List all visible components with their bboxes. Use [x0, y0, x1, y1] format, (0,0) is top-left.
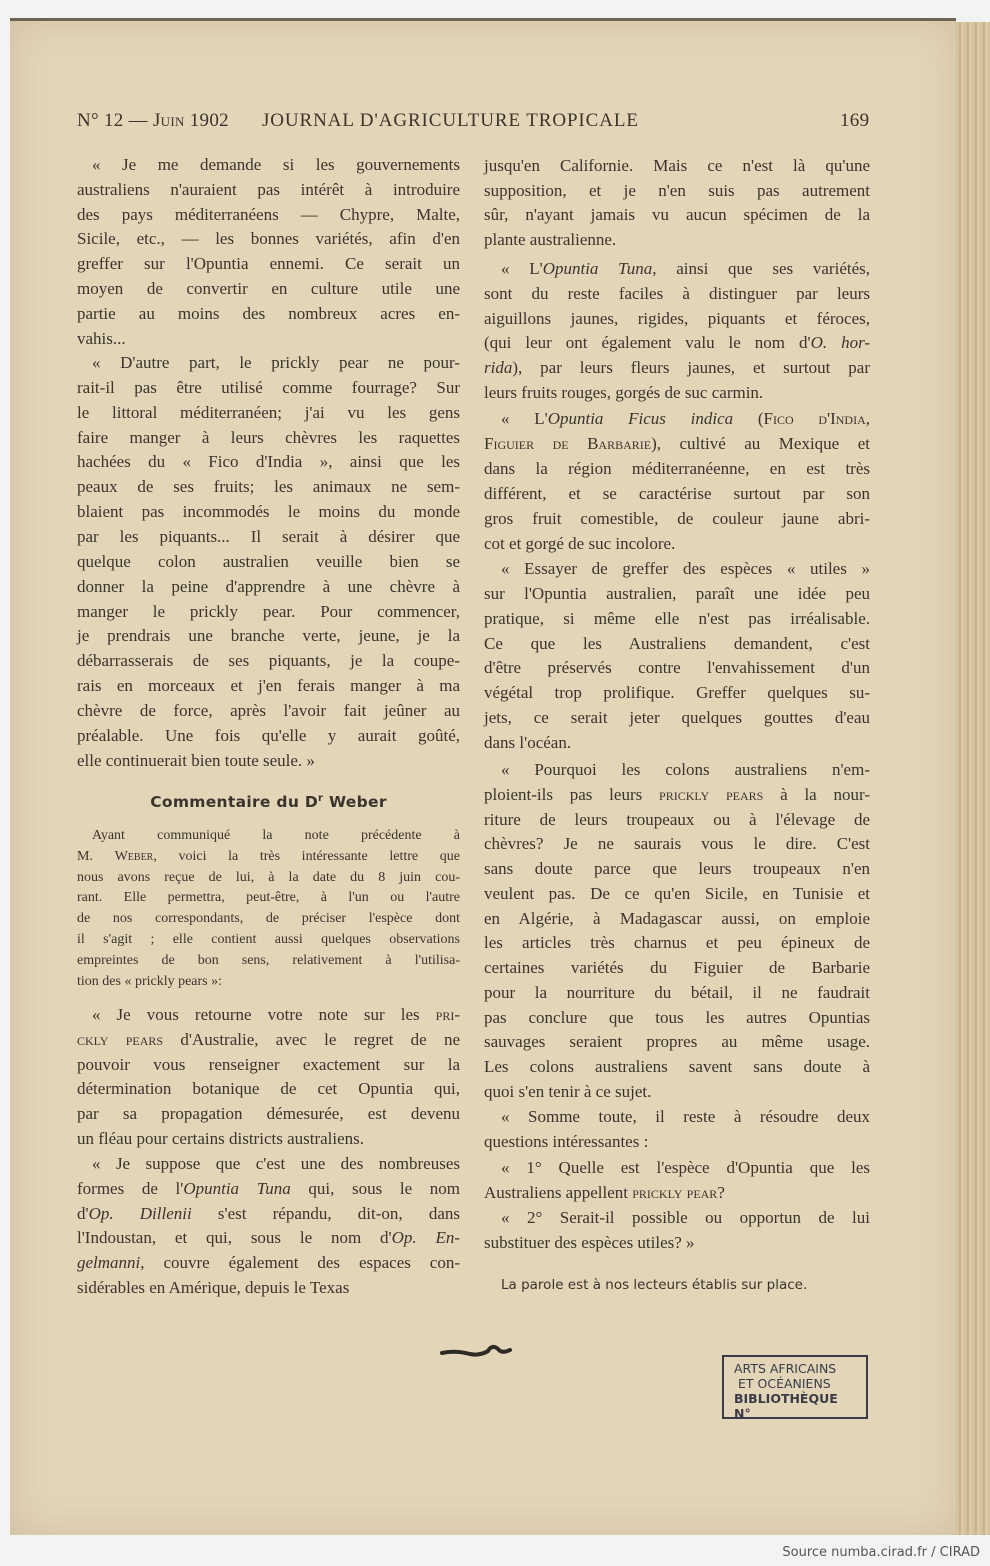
- text-line: [77, 626, 460, 648]
- text-segment: sur l'Opuntia australien, paraît une idée peu: [484, 583, 870, 603]
- text-segment: « Je vous retourne votre note sur les: [92, 1005, 436, 1024]
- issue-label: N° 12 — Juin 1902: [77, 110, 229, 131]
- text-segment: dans l'océan.: [484, 732, 572, 752]
- text-line: [484, 1132, 870, 1154]
- text-line: [484, 884, 870, 906]
- text-segment: quoi s'en tenir à ce sujet.: [484, 1082, 652, 1101]
- stamp-line: N°: [734, 1406, 751, 1421]
- text-line: [484, 181, 870, 203]
- heading-name: Weber: [323, 793, 387, 812]
- text-line: [484, 810, 870, 832]
- text-line: [484, 634, 870, 656]
- text-segment: peaux de ses fruits; les animaux ne sem-: [77, 477, 460, 497]
- text-segment: greffer sur l'Opuntia ennemi. Ce serait un: [77, 254, 460, 274]
- text-line: [501, 1208, 870, 1230]
- text-segment: Fico d'India,: [763, 409, 870, 428]
- text-line: [484, 284, 870, 306]
- text-segment: , couvre également des espaces con-: [140, 1253, 460, 1273]
- text-line: [77, 602, 460, 624]
- text-line: [484, 708, 870, 730]
- text-segment: Opuntia Tuna: [542, 259, 653, 278]
- text-line: [484, 383, 870, 405]
- section-heading: [77, 793, 460, 811]
- text-segment: gros fruit comestible, de couleur jaune abri-: [484, 509, 870, 528]
- text-line: [484, 358, 870, 380]
- text-segment: cot et gorgé de suc incolore.: [484, 534, 676, 553]
- text-line: [484, 909, 870, 931]
- text-line: [501, 559, 870, 581]
- text-line: [484, 1082, 870, 1104]
- text-line: [501, 409, 870, 431]
- text-line: [77, 1079, 460, 1101]
- text-segment: de nos correspondants, de préciser l'espèce dont: [77, 911, 460, 927]
- text-segment: par les piquants... Il serait à désirer que: [77, 526, 460, 546]
- text-segment: dans la région méditerranéenne, en est très: [484, 459, 870, 478]
- text-segment: d': [77, 1203, 89, 1223]
- text-segment: « 2° Serait-il possible ou opportun de lui: [501, 1208, 870, 1227]
- text-line: [484, 205, 870, 227]
- text-line: [77, 1253, 460, 1275]
- text-segment: rant. Elle permettra, peut-être, à l'un ou l'autre: [77, 890, 460, 906]
- text-line: [484, 785, 870, 807]
- text-segment: veulent pas. De ce qu'en Sicile, en Tunisie et: [484, 883, 870, 903]
- text-segment: les articles très charnus et peu épineux de: [484, 933, 870, 953]
- text-segment: sans doute parce que leurs troupeaux n'en: [484, 859, 870, 879]
- text-segment: ), cultivé au Mexique et: [651, 434, 870, 453]
- text-segment: (: [733, 409, 764, 428]
- text-line: [77, 890, 460, 912]
- text-segment: pouvoir vous renseigner exactement sur la: [77, 1054, 460, 1074]
- text-segment: ckly pears: [77, 1029, 164, 1049]
- text-line: [484, 459, 870, 481]
- text-segment: gelmanni: [77, 1253, 141, 1273]
- text-line: [77, 974, 460, 996]
- text-line: [484, 1057, 870, 1079]
- text-segment: vahis...: [77, 328, 126, 348]
- text-segment: Op. En-: [391, 1228, 460, 1248]
- text-segment: M.: [77, 848, 115, 864]
- text-line: [77, 1030, 460, 1052]
- text-line: [484, 509, 870, 531]
- text-line: [501, 1107, 870, 1129]
- text-segment: ?: [717, 1183, 725, 1202]
- text-segment: « Je suppose que c'est une des nombreuses: [92, 1154, 460, 1173]
- text-line: [77, 651, 460, 673]
- text-segment: manger le prickly pear. Pour commencer,: [77, 601, 460, 621]
- text-segment: à la nour-: [763, 784, 870, 804]
- text-segment: partie au moins des nombreux acres en-: [77, 303, 460, 323]
- text-segment: Les colons australiens savent sans doute à: [484, 1057, 870, 1077]
- text-segment: « D'autre part, le prickly pear ne pour-: [92, 353, 460, 372]
- text-segment: chèvre de force, après l'avoir fait jeûner au: [77, 700, 460, 720]
- text-segment: Opuntia Tuna: [183, 1178, 291, 1198]
- text-line: [92, 155, 460, 177]
- text-segment: détermination botanique de cet Opuntia qui,: [77, 1079, 460, 1099]
- page-number: 169: [840, 110, 870, 131]
- page-stack-edge: [956, 22, 990, 1535]
- text-line: [77, 1278, 460, 1300]
- text-line: [77, 254, 460, 276]
- heading-sup: r: [318, 793, 324, 804]
- text-line: [501, 760, 870, 782]
- text-line: [501, 259, 870, 281]
- text-line: [484, 834, 870, 856]
- text-segment: blaient pas incommodés le moins du monde: [77, 502, 460, 522]
- text-segment: sauvages seraient propres au même usage.: [484, 1032, 870, 1052]
- text-line: [484, 733, 870, 755]
- text-line: [77, 1055, 460, 1077]
- text-segment: Weber: [114, 848, 154, 864]
- text-line: [484, 1233, 870, 1255]
- text-line: [484, 983, 870, 1005]
- text-segment: jusqu'en Californie. Mais ce n'est là qu'une: [484, 156, 870, 175]
- page-top-edge: [10, 18, 956, 21]
- text-line: [484, 658, 870, 680]
- text-segment: débarrasserais de ses piquants, je la coupe-: [77, 651, 460, 671]
- text-segment: d'être préservés contre l'envahissement d'un: [484, 658, 870, 678]
- text-line: [77, 527, 460, 549]
- text-line: [77, 502, 460, 524]
- text-segment: végétal trop prolifique. Greffer quelques su-: [484, 683, 870, 703]
- text-segment: moyen de convertir en culture utile une: [77, 279, 460, 298]
- text-line: [77, 1104, 460, 1126]
- text-line: [77, 577, 460, 599]
- closing-note: La parole est à nos lecteurs établis sur place.: [501, 1277, 808, 1293]
- text-line: [77, 726, 460, 748]
- library-stamp: [722, 1355, 868, 1419]
- stamp-line: ET OCÉANIENS: [738, 1376, 831, 1391]
- text-segment: il s'agit ; elle contient aussi quelques observations: [77, 932, 460, 947]
- text-segment: pratique, si même elle n'est pas irréalisable.: [484, 608, 870, 628]
- text-segment: empreintes de bon sens, relativement à l'utilisa-: [77, 952, 460, 968]
- text-line: [484, 933, 870, 955]
- text-line: [77, 477, 460, 499]
- text-segment: « L': [501, 259, 543, 278]
- text-segment: , ainsi que ses variétés,: [652, 259, 870, 278]
- text-segment: quelque colon australien veuille bien se: [77, 551, 460, 571]
- text-line: [484, 683, 870, 705]
- text-segment: Ayant communiqué la note précédente à: [92, 828, 460, 843]
- text-line: [77, 229, 460, 251]
- text-segment: substituer des espèces utiles? »: [484, 1233, 695, 1252]
- text-segment: sont du reste faciles à distinguer par leurs: [484, 283, 870, 303]
- text-line: [77, 676, 460, 698]
- text-line: [484, 1008, 870, 1030]
- text-segment: pour la nourriture du bétail, il ne faudrait: [484, 982, 870, 1002]
- text-line: [484, 156, 870, 178]
- text-segment: pas conclure que tous les autres Opuntias: [484, 1007, 870, 1027]
- text-segment: certaines variétés du Figuier de Barbarie: [484, 958, 870, 978]
- text-segment: sûr, n'ayant jamais vu aucun spécimen de la: [484, 205, 870, 225]
- text-segment: riture de leurs troupeaux ou à l'élevage de: [484, 809, 870, 829]
- text-line: [77, 932, 460, 954]
- text-segment: plante australienne.: [484, 230, 617, 250]
- text-line: [484, 230, 870, 252]
- text-segment: Sicile, etc., — les bonnes variétés, afin d'en: [77, 229, 460, 249]
- ornament-flourish-icon: [440, 1340, 515, 1365]
- text-segment: je prendrais une branche verte, jeune, je la: [77, 626, 460, 646]
- text-line: [484, 1183, 870, 1205]
- text-line: [77, 329, 460, 351]
- text-line: [77, 911, 460, 933]
- text-segment: ploient-ils pas leurs: [484, 784, 660, 804]
- text-segment: O. hor-: [810, 333, 871, 353]
- text-segment: l'Indoustan, et qui, sous le nom d': [77, 1228, 392, 1248]
- text-segment: par sa propagation démesurée, est devenu: [77, 1104, 460, 1124]
- text-segment: rida: [484, 358, 513, 378]
- text-segment: préalable. Une fois qu'elle y aurait goûté,: [77, 725, 460, 745]
- text-line: [484, 534, 870, 556]
- text-line: [77, 180, 460, 202]
- text-line: [77, 870, 460, 892]
- text-line: [484, 609, 870, 631]
- text-segment: Ce que les Australiens demandent, c'est: [484, 633, 870, 653]
- text-line: [77, 1129, 460, 1151]
- text-segment: prickly pears: [659, 784, 764, 804]
- text-line: [484, 859, 870, 881]
- text-segment: s'est répandu, dit-on, dans: [191, 1203, 460, 1223]
- text-line: [77, 849, 460, 871]
- text-segment: d'Australie, avec le regret de ne: [163, 1029, 460, 1049]
- text-segment: Opuntia Ficus indica: [547, 409, 734, 428]
- text-segment: donner la peine d'apprendre à une chèvre à: [77, 576, 460, 596]
- text-line: [77, 304, 460, 326]
- text-line: [77, 452, 460, 474]
- text-line: [77, 279, 460, 301]
- text-line: [77, 428, 460, 450]
- text-segment: formes de l': [77, 1178, 184, 1198]
- source-credit: Source numba.cirad.fr / CIRAD: [782, 1545, 980, 1560]
- text-segment: différent, et se caractérise surtout par son: [484, 484, 870, 503]
- text-segment: nous avons reçue de lui, à la date du 8 juin cou-: [77, 869, 460, 885]
- stamp-line: BIBLIOTHÈQUE: [734, 1391, 838, 1406]
- text-segment: « Je me demande si les gouvernements: [92, 155, 460, 174]
- text-segment: un fléau pour certains districts australiens.: [77, 1129, 365, 1148]
- text-segment: des pays méditerranéens — Chypre, Malte,: [77, 204, 460, 224]
- text-segment: elle continuerait bien toute seule. »: [77, 750, 315, 770]
- text-segment: sidérables en Amérique, depuis le Texas: [77, 1278, 350, 1297]
- text-segment: pri-: [435, 1005, 460, 1024]
- stamp-line: ARTS AFRICAINS: [734, 1361, 837, 1376]
- text-segment: faire manger à leurs chèvres les raquettes: [77, 427, 460, 447]
- text-segment: Australiens appellent: [484, 1183, 633, 1202]
- text-segment: « L': [501, 409, 548, 428]
- text-segment: Op. Dillenii: [88, 1203, 192, 1223]
- text-line: [484, 1032, 870, 1054]
- text-segment: australiens n'auraient pas intérêt à introduire: [77, 179, 460, 199]
- text-segment: « Essayer de greffer des espèces « utiles »: [501, 559, 870, 578]
- text-segment: ), par leurs fleurs jaunes, et surtout par: [512, 358, 870, 378]
- text-segment: (qui leur ont également valu le nom d': [484, 333, 811, 353]
- text-line: [77, 403, 460, 425]
- text-line: [501, 1158, 870, 1180]
- journal-title: JOURNAL D'AGRICULTURE TROPICALE: [262, 110, 639, 131]
- text-line: [484, 584, 870, 606]
- text-line: [92, 1154, 460, 1176]
- text-line: [484, 958, 870, 980]
- text-segment: hachées du « Fico d'India », ainsi que les: [77, 452, 460, 472]
- text-segment: « Somme toute, il reste à résoudre deux: [501, 1107, 870, 1126]
- text-line: [484, 434, 870, 456]
- text-segment: aiguillons jaunes, rigides, piquants et féroces,: [484, 308, 870, 328]
- text-line: [77, 953, 460, 975]
- text-segment: « 1° Quelle est l'espèce d'Opuntia que les: [501, 1158, 870, 1177]
- text-line: [484, 309, 870, 331]
- text-segment: prickly pear: [632, 1183, 718, 1202]
- text-segment: , voici la très intéressante lettre que: [153, 848, 460, 864]
- text-segment: qui, sous le nom: [290, 1178, 460, 1198]
- text-segment: leurs fruits rouges, gorgés de suc carmin.: [484, 383, 764, 402]
- text-line: [77, 552, 460, 574]
- heading-text: Commentaire du D: [150, 793, 319, 812]
- text-line: [92, 353, 460, 375]
- text-line: [77, 378, 460, 400]
- text-line: [484, 333, 870, 355]
- text-line: [77, 1228, 460, 1250]
- text-segment: tion des « prickly pears »:: [77, 973, 223, 989]
- text-line: [77, 701, 460, 723]
- text-line: [484, 484, 870, 506]
- text-line: [77, 1179, 460, 1201]
- text-segment: « Pourquoi les colons australiens n'em-: [501, 760, 870, 779]
- text-segment: questions intéressantes :: [484, 1132, 649, 1151]
- text-line: [92, 1005, 460, 1027]
- text-line: [77, 751, 460, 773]
- text-segment: rais en morceaux et j'en ferais manger à ma: [77, 676, 460, 696]
- text-segment: rait-il pas être utilisé comme fourrage? Sur: [77, 377, 460, 397]
- text-segment: jets, ce serait jeter quelques gouttes d'eau: [484, 708, 870, 728]
- text-line: [77, 205, 460, 227]
- text-segment: supposition, et je n'en suis pas autrement: [484, 180, 870, 200]
- text-line: [92, 828, 460, 850]
- text-segment: en Algérie, à Madagascar aussi, on emploie: [484, 908, 870, 928]
- text-segment: le littoral méditerranéen; j'ai vu les gens: [77, 402, 460, 422]
- text-segment: Figuier de Barbarie: [484, 434, 652, 453]
- text-segment: chèvres? Je ne saurais vous le dire. C'est: [484, 834, 870, 854]
- text-line: [77, 1204, 460, 1226]
